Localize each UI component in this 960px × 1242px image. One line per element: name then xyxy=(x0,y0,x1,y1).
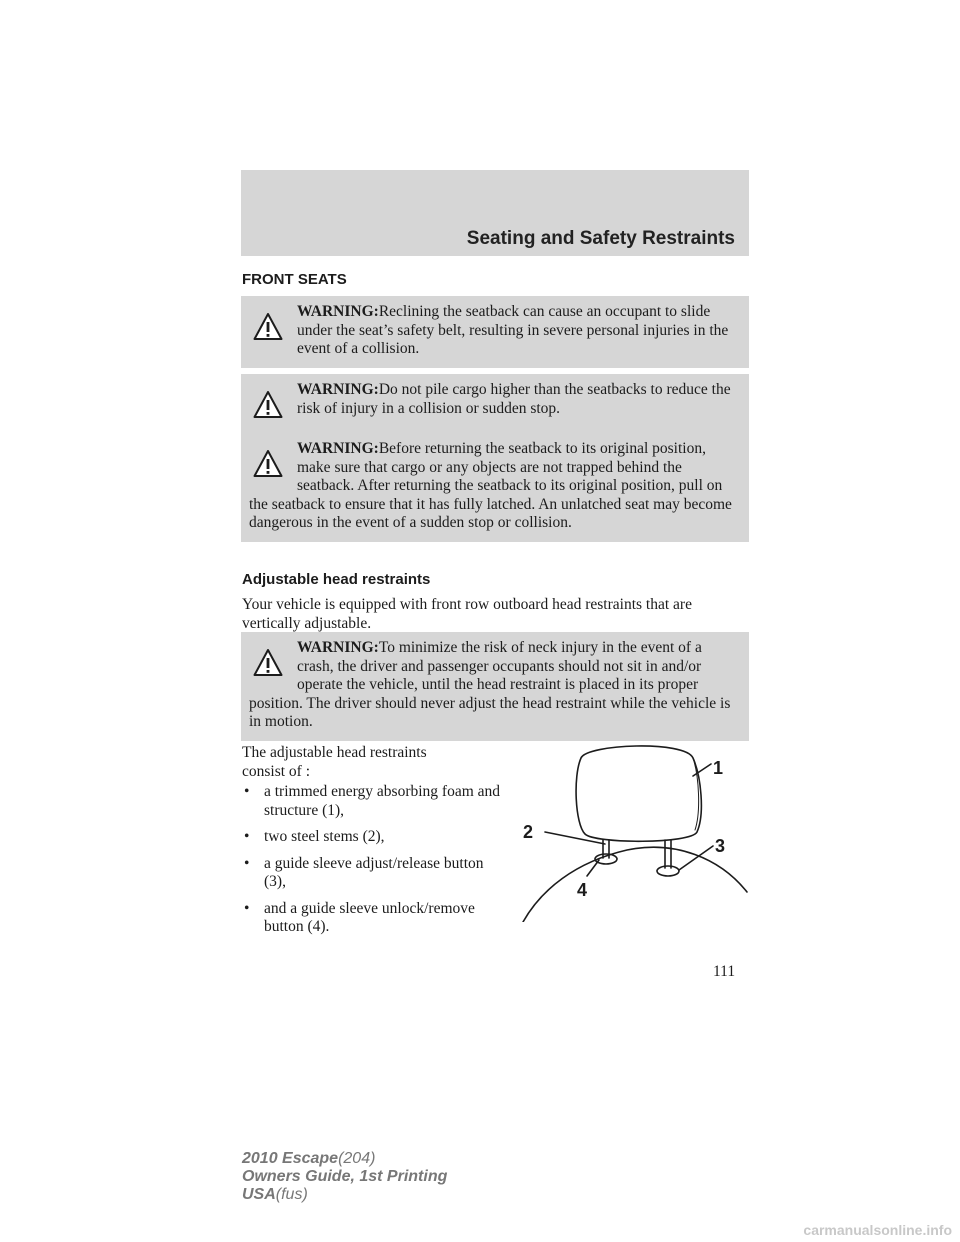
warning-label: WARNING: xyxy=(297,639,379,656)
head-restraint-pad xyxy=(576,746,701,841)
warning-text: Before returning the seatback to its original position, make sure that cargo or any objects are not trapped behind the seatback. After returning the seatback to its original position, pull on the seatback to ensure that it has fully latched. An unlatched seat may become dangerous in the event of a sudden stop or collision. xyxy=(249,440,732,531)
guide-sleeve-right xyxy=(657,866,679,876)
footer-print-info xyxy=(242,1150,447,1204)
list-item-text: a trimmed energy absorbing foam and structure (1), xyxy=(264,783,501,819)
list-item xyxy=(242,900,504,937)
intro-paragraph: Your vehicle is equipped with front row outboard head restraints that are vertically adjustable. xyxy=(242,596,692,632)
warning-triangle-icon xyxy=(253,449,283,479)
consist-paragraph: The adjustable head restraints consist of : xyxy=(242,744,427,780)
seat-outline xyxy=(523,847,747,922)
bullet-marker: • xyxy=(244,854,250,872)
watermark: carmanualsonline.info xyxy=(803,1222,952,1238)
footer-guide: Owners Guide, 1st Printing xyxy=(242,1168,448,1185)
list-item-text: and a guide sleeve unlock/remove button (4). xyxy=(264,899,475,935)
list-item xyxy=(242,828,504,847)
warning-text: To minimize the risk of neck injury in the event of a crash, the driver and passenger occupants should not sit in and/or operate the vehicle, until the head restraint is placed in its proper position. The driver should never adjust the head restraint while the vehicle is in motion. xyxy=(249,639,731,730)
warning-label: WARNING: xyxy=(297,303,379,320)
warning-box-3 xyxy=(241,433,749,542)
warning-label: WARNING: xyxy=(297,440,379,457)
warning-box-4 xyxy=(241,632,749,741)
warning-box-2 xyxy=(241,374,749,433)
callout-3: 3 xyxy=(715,836,726,856)
footer-model-code: (204) xyxy=(338,1150,376,1167)
bullet-marker: • xyxy=(244,828,250,845)
footer-model: 2010 Escape xyxy=(242,1150,339,1167)
callout-2: 2 xyxy=(523,822,534,842)
chapter-title: Seating and Safety Restraints xyxy=(466,228,735,249)
page-number: 111 xyxy=(713,963,736,980)
bullet-marker: • xyxy=(244,899,250,917)
section-title: FRONT SEATS xyxy=(242,271,347,288)
warning-triangle-icon xyxy=(253,648,283,678)
subsection-title: Adjustable head restraints xyxy=(242,571,431,588)
footer-market: USA xyxy=(242,1186,276,1203)
callout-4: 4 xyxy=(577,880,588,900)
warning-label: WARNING: xyxy=(297,381,379,398)
leader-line-3 xyxy=(679,846,713,870)
warning-triangle-icon xyxy=(253,390,283,420)
bullet-marker: • xyxy=(244,783,250,800)
warning-triangle-icon xyxy=(253,312,283,342)
header-band xyxy=(241,170,749,256)
footer-market-code: (fus) xyxy=(275,1186,308,1203)
head-restraint-illustration xyxy=(515,740,751,922)
component-list xyxy=(242,783,504,945)
warning-text: Reclining the seatback can cause an occupant to slide under the seat’s safety belt, resulting in severe personal injuries in the event of a collision. xyxy=(297,303,729,357)
warning-box-1 xyxy=(241,296,749,368)
list-item xyxy=(242,783,504,820)
list-item-text: two steel stems (2), xyxy=(264,828,385,845)
warning-text: Do not pile cargo higher than the seatbacks to reduce the risk of injury in a collision or sudden stop. xyxy=(297,381,731,417)
callout-1: 1 xyxy=(713,758,724,778)
list-item xyxy=(242,855,504,892)
list-item-text: a guide sleeve adjust/release button (3), xyxy=(264,854,484,890)
